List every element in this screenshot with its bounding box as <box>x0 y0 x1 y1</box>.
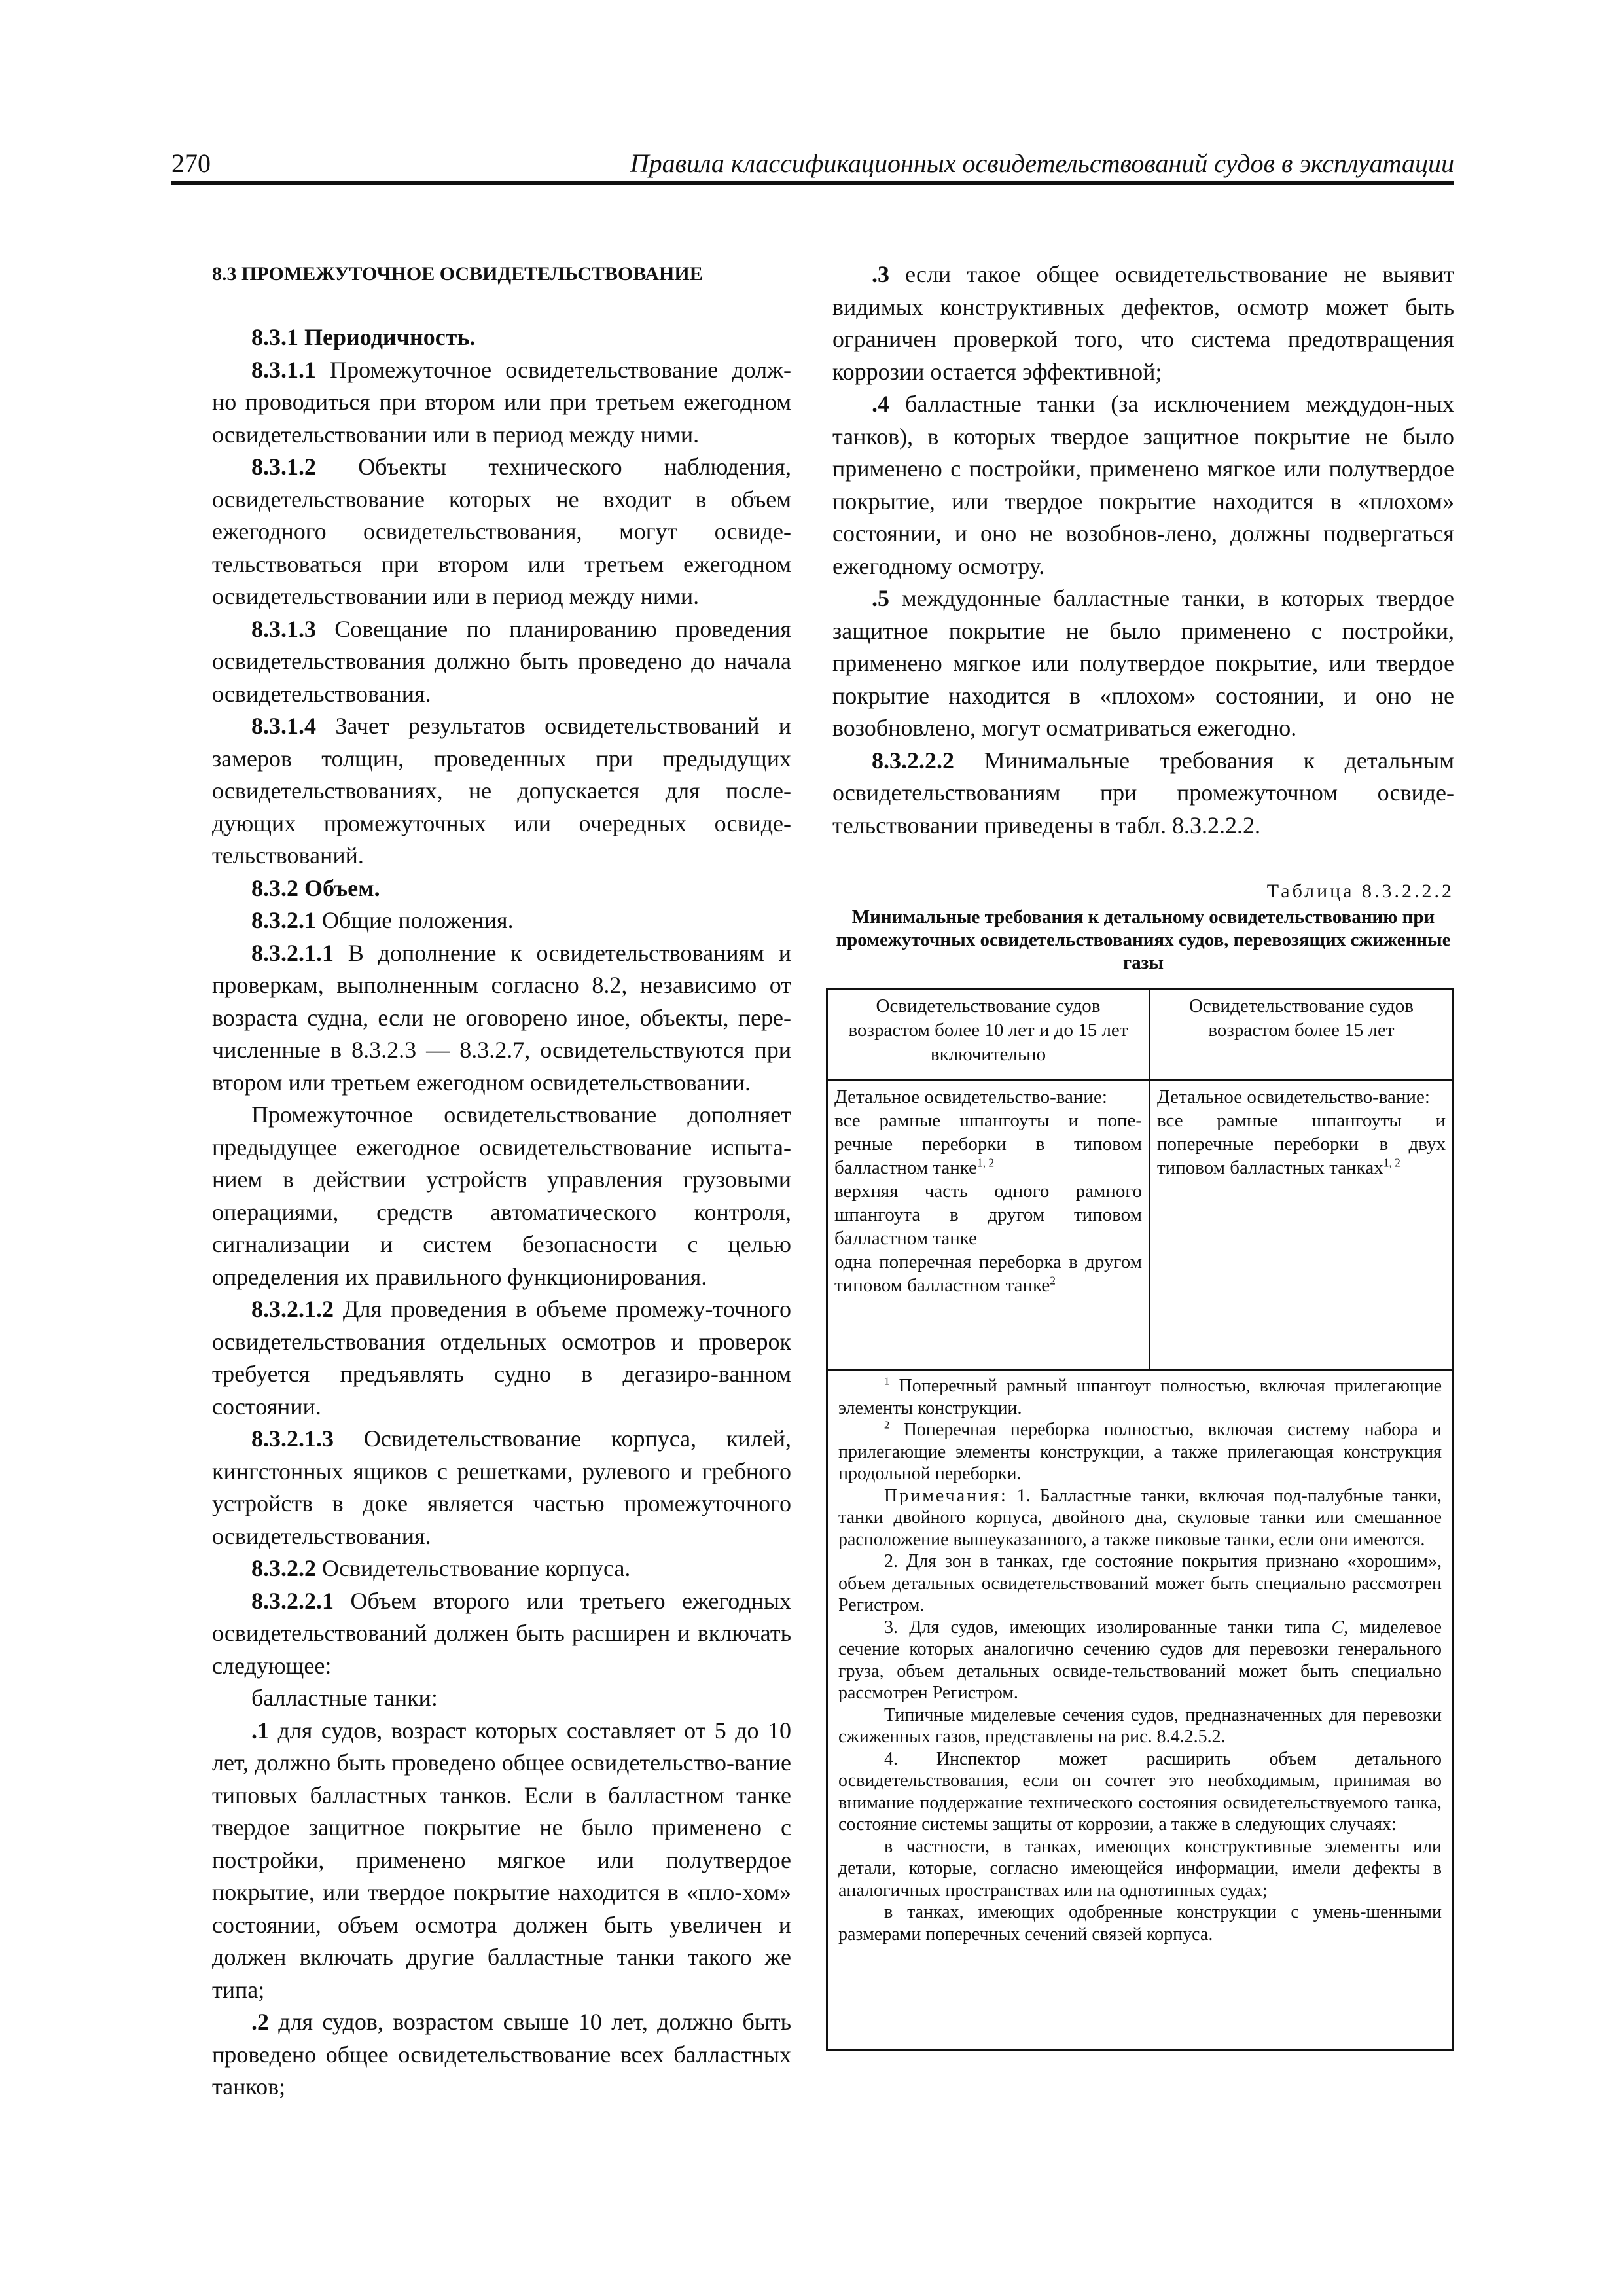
paragraph-text: Объекты технического наблюдения, освидетельствование которых не входит в объем ежегодного освидетельствования, могут освиде-тельствоваться при втором или третьем ежегодном освидетельствовании или в период между ними. <box>212 454 791 609</box>
paragraph <box>832 745 1454 842</box>
paragraph <box>212 1293 791 1423</box>
paragraph <box>212 1585 791 1683</box>
paragraph <box>212 1715 791 2007</box>
cell-line: все рамные шпангоуты и поперечные переборки в двух типовом балластных танках$^{1, 2}$ <box>1157 1110 1446 1178</box>
cell-line: одна поперечная переборка в другом типовом балластном танке$^2$ <box>834 1251 1142 1296</box>
table-cell <box>1150 1081 1452 1369</box>
cell-line: все рамные шпангоуты и попе-речные переборки в типовом балластном танке$^{1, 2}$ <box>834 1110 1142 1178</box>
note: в танках, имеющих одобренные конструкции с умень-шенными размерами поперечных сечений связей корпуса. <box>838 1902 1442 1945</box>
note: Примечания: 1. Балластные танки, включая под-палубные танки, танки двойного корпуса, двойного дна, скуловые танки или смешанное расположение вышеуказанного, а также пиковые танки, если они имеются. <box>838 1485 1442 1550</box>
clause-number: 8.3.2.2.2 <box>872 747 954 774</box>
table-number: Таблица 8.3.2.2.2 <box>1266 880 1454 902</box>
paragraph <box>212 710 791 872</box>
note: 4. Инспектор может расширить объем детального освидетельствования, если он сочтет это необходимым, принимая во внимание поддержание технического состояния освидетельствуемого танка, состояние системы защиты от коррозии, а также в следующих случаях: <box>838 1748 1442 1835</box>
running-header-title: Правила классификационных освидетельствований судов в эксплуатации <box>630 149 1454 178</box>
paragraph-text: Промежуточное освидетельствование дополняет предыдущее ежегодное освидетельствование испыта-нием в действии устройств управления грузовыми операциями, средств автоматического контроля, сигнализации и систем безопасности с целью определения их правильного функционирования. <box>212 1102 791 1290</box>
clause-number: 8.3.2.1.2 <box>251 1296 334 1322</box>
table-row <box>828 1081 1452 1371</box>
paragraph <box>212 354 791 452</box>
header-rule <box>171 181 1454 185</box>
paragraph-text: Зачет результатов освидетельствований и замеров толщин, проведенных при предыдущих освидетельствованиях, не допускается для после-дующих промежуточных или очередных освиде-тельствований. <box>212 713 791 869</box>
paragraph-text: балластные танки (за исключением междудон-ных танков), в которых твердое защитное покрытие не было применено с постройки, применено мягкое или полутвердое покрытие, или твердое покрытие находится в «плохом» состоянии, и оно не возобнов-лено, должны подвергаться ежегодному осмотру. <box>832 391 1454 579</box>
clause-number: 8.3.2 Объем. <box>251 874 380 901</box>
footnote-ref: 1, 2 <box>976 1156 995 1170</box>
paragraph <box>212 1423 791 1552</box>
paragraph-text: Минимальные требования к детальным освидетельствованиям при промежуточном освиде-тельствовании приведены в табл. 8.3.2.2.2. <box>832 747 1454 838</box>
clause-number: 8.3.1 Периодичность. <box>251 324 476 350</box>
section-heading: 8.3 ПРОМЕЖУТОЧНОЕ ОСВИДЕТЕЛЬСТВОВАНИЕ <box>212 263 703 285</box>
note: 2. Для зон в танках, где состояние покрытия признано «хорошим», объем детальных освидетельствований может быть специально рассмотрен Регистром. <box>838 1551 1442 1615</box>
column-header: Освидетельствование судов возрастом более 10 лет и до 15 лет включительно <box>828 990 1150 1079</box>
paragraph-text: для судов, возраст которых составляет от 5 до 10 лет, должно быть проведено общее освидетельство-вание типовых балластных танков. Если в балластном танке твердое защитное покрытие не было применено с постройки, применено мягкое или полутвердое покрытие, или твердое покрытие находится в «пло-хом» состоянии, объем осмотра должен быть увеличен и должен включать другие балластные танки такого же типа; <box>212 1717 791 2003</box>
paragraph-text: Освидетельствование корпуса. <box>316 1555 631 1581</box>
table-cell <box>828 1081 1150 1369</box>
clause-number: 8.3.2.1.1 <box>251 939 334 966</box>
right-column <box>832 259 1454 842</box>
clause-number: 8.3.1.2 <box>251 454 316 480</box>
cell-line: верхняя часть одного рамного шпангоута в другом типовом балластном танке <box>834 1181 1142 1249</box>
paragraph <box>212 613 791 711</box>
footnote-mark: 1 <box>884 1374 890 1388</box>
table-notes <box>838 1375 1442 1945</box>
note: 3. Для судов, имеющих изолированные танки типа С, миделевое сечение которых аналогично сечению судов для перевозки генерального груза, объем детальных освиде-тельствований может быть специально рассмотрен Регистром. <box>838 1617 1442 1703</box>
item-number: .2 <box>251 2009 269 2035</box>
item-number: .4 <box>872 391 889 417</box>
paragraph-text: Совещание по планированию проведения освидетельствования должно быть проведено до начала освидетельствования. <box>212 615 791 707</box>
paragraph-text: Для проведения в объеме промежу-точного освидетельствования отдельных осмотров и проверок требуется предъявлять судно в дегазиро-ванном состоянии. <box>212 1296 791 1420</box>
paragraph <box>832 259 1454 388</box>
note: Типичные миделевые сечения судов, предназначенных для перевозки сжиженных газов, представлены на рис. 8.4.2.5.2. <box>838 1704 1442 1747</box>
paragraph <box>212 451 791 613</box>
paragraph <box>212 872 791 905</box>
paragraph <box>212 905 791 937</box>
tank-type: С <box>1331 1617 1344 1638</box>
paragraph <box>212 1682 791 1715</box>
paragraph-text: Общие положения. <box>316 907 514 933</box>
paragraph-text: Промежуточное освидетельствование долж-но проводиться при втором или при третьем ежегодном освидетельствовании или в период между ними. <box>212 356 791 448</box>
paragraph-text: междудонные балластные танки, в которых твердое защитное покрытие не было применено с постройки, применено мягкое или полутвердое покрытие, или твердое покрытие находится в «плохом» состоянии, и оно не возобновлено, могут осматриваться ежегодно. <box>832 585 1454 741</box>
paragraph-text: для судов, возрастом свыше 10 лет, должно быть проведено общее освидетельствование всех балластных танков; <box>212 2009 791 2100</box>
paragraph <box>212 321 791 354</box>
table-caption: Минимальные требования к детальному освидетельствованию при промежуточных освидетельствованиях судов, перевозящих сжиженные газы <box>836 906 1451 973</box>
clause-number: 8.3.1.1 <box>251 356 316 383</box>
cell-line: Детальное освидетельство-вание: <box>834 1086 1107 1107</box>
paragraph <box>212 1552 791 1585</box>
footnote-ref: 2 <box>1050 1274 1056 1287</box>
column-header: Освидетельствование судов возрастом более 15 лет <box>1189 996 1414 1041</box>
paragraph <box>832 388 1454 583</box>
notes-label: Примечания: <box>884 1485 1008 1506</box>
clause-number: 8.3.1.4 <box>251 713 316 739</box>
paragraph <box>212 937 791 1100</box>
paragraph <box>212 2006 791 2104</box>
paragraph-text: балластные танки: <box>251 1685 438 1711</box>
clause-number: 8.3.2.2.1 <box>251 1587 334 1614</box>
paragraph-text: Освидетельствование корпуса, килей, кингстонных ящиков с решетками, рулевого и гребного устройств в доке является частью промежуточного освидетельствования. <box>212 1426 791 1549</box>
footnote-mark: 2 <box>884 1418 890 1431</box>
requirements-table <box>826 988 1454 2051</box>
footnote: $^1$ Поперечный рамный шпангоут полностью, включая прилегающие элементы конструкции. <box>838 1374 1442 1418</box>
note: в частности, в танках, имеющих конструктивные элементы или детали, которые, согласно имеющейся информации, имели дефекты в аналогичных пространствах или на однотипных судах; <box>838 1836 1442 1901</box>
item-number: .1 <box>251 1717 269 1744</box>
page-number: 270 <box>171 149 211 178</box>
left-column <box>212 259 791 2104</box>
paragraph-text: В дополнение к освидетельствованиям и проверкам, выполненным согласно 8.2, независимо от возраста судна, если не оговорено иное, объекты, пере-численные в 8.3.2.3 — 8.3.2.7, освидетельствуются при втором или третьем ежегодном освидетельствовании. <box>212 939 791 1096</box>
paragraph-text: Объем второго или третьего ежегодных освидетельствований должен быть расширен и включать следующее: <box>212 1587 791 1679</box>
footnote: $^2$ Поперечная переборка полностью, включая систему набора и прилегающие элементы конструкции, а также прилегающая конструкция продольной переборки. <box>838 1418 1442 1484</box>
item-number: .3 <box>872 261 889 287</box>
paragraph <box>212 1099 791 1293</box>
paragraph <box>832 583 1454 745</box>
paragraph-text: если такое общее освидетельствование не выявит видимых конструктивных дефектов, осмотр может быть ограничен проверкой того, что система предотвращения коррозии остается эффективной; <box>832 261 1454 385</box>
item-number: .5 <box>872 585 889 611</box>
footnote-ref: 1, 2 <box>1383 1156 1400 1170</box>
clause-number: 8.3.2.2 <box>251 1555 316 1581</box>
clause-number: 8.3.1.3 <box>251 615 316 642</box>
cell-line: Детальное освидетельство-вание: <box>1157 1086 1430 1107</box>
clause-number: 8.3.2.1.3 <box>251 1426 334 1452</box>
table-header-row <box>828 990 1452 1081</box>
clause-number: 8.3.2.1 <box>251 907 316 933</box>
